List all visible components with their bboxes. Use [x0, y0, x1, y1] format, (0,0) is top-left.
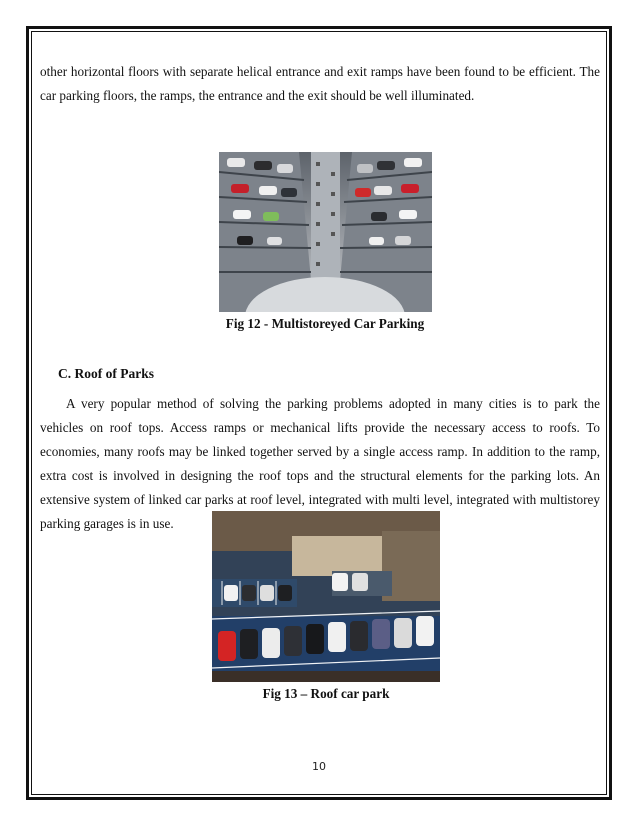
figure-12-caption: Fig 12 - Multistoreyed Car Parking [225, 316, 425, 331]
section-heading: C. Roof of Parks [58, 366, 154, 381]
page-number: 10 [312, 760, 326, 773]
multistorey-car-parking-photo [219, 152, 432, 312]
roof-car-park-photo [212, 511, 440, 682]
paragraph-intro: other horizontal floors with separate helical entrance and exit ramps have been found to be efficient. The car parking floors, the ramps, the entrance and the exit should be well illuminated. [40, 64, 600, 103]
figure-13-caption: Fig 13 – Roof car park [262, 686, 390, 701]
paragraph-roof-of-parks: A very popular method of solving the parking problems adopted in many cities is to park the vehicles on roof tops. Access ramps or mechanical lifts provide the necessary access to roofs. To economies, many roofs may be linked together served by a single access ramp. In addition to the ramp, extra cost is involved in designing the roof tops and the structural elements for the parking lots. An extensive system of linked car parks at roof level, integrated with multi level, integrated with multistorey parking garages is in use. [40, 396, 600, 531]
